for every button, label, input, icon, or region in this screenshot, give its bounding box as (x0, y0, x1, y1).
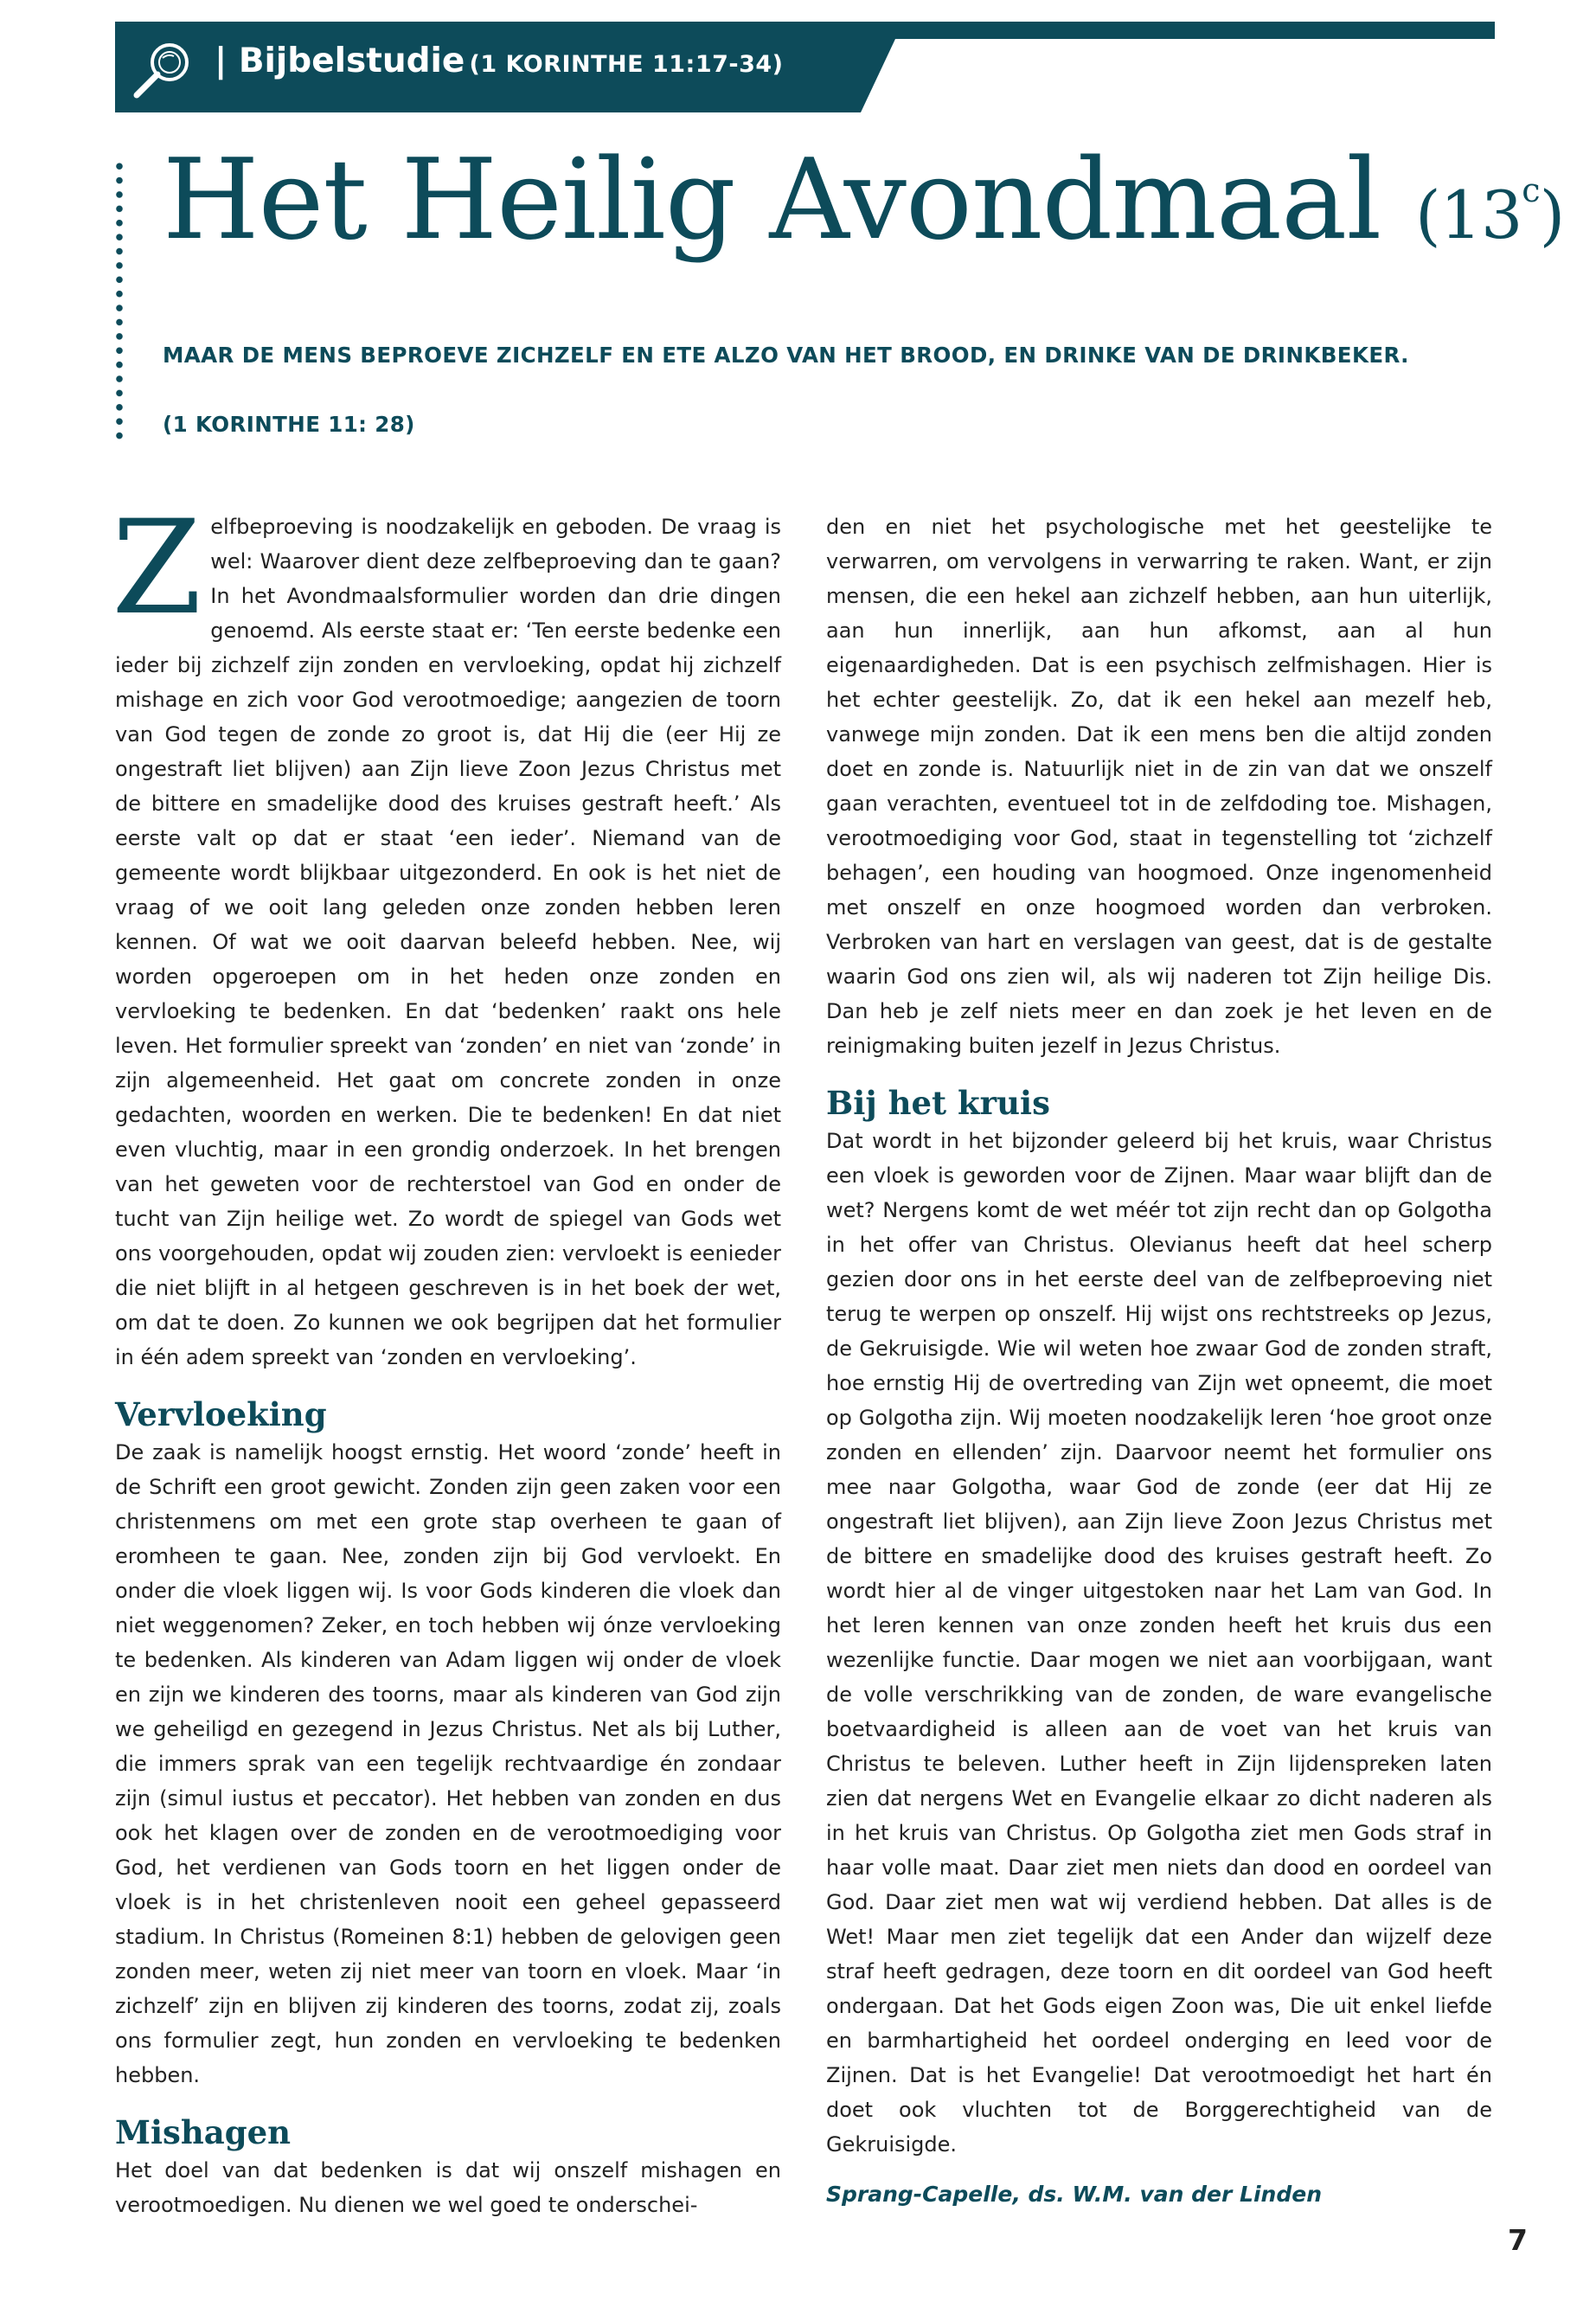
subheading-bij-het-kruis: Bij het kruis (826, 1084, 1050, 1122)
drop-cap: Z (112, 493, 202, 644)
header-title (215, 42, 784, 80)
magnifier-icon (128, 35, 197, 104)
bible-quote-reference: (1 KORINTHE 11: 28) (163, 412, 415, 437)
title-open: (13 (1414, 176, 1522, 253)
title-superscript: c (1522, 171, 1540, 209)
author-signature: Sprang-Capelle, ds. W.M. van der Linden (826, 2182, 1322, 2207)
section-mishagen-text-continued: den en niet het psychologische met het geestelijke te verwarren, om vervolgens in verwarring te raken. Want, er zijn mensen, die een hekel aan zichzelf hebben, aan hun uiterlijk, aan hun innerlijk, aan hun afkomst, aan al hun eigenaardigheden. Dat is een psychisch zelfmishagen. Hier is het echter geestelijk. Zo, dat ik een hekel aan mezelf heb, vanwege mijn zonden. Dat ik een mens ben die altijd zonden doet en zonde is. Natuurlijk niet in de zin van dat we onszelf gaan verachten, eventueel tot in de zelfdoding toe. Mishagen, verootmoediging voor God, staat in tegenstelling tot ‘zichzelf behagen’, een houding van hoogmoed. Onze ingenomenheid met onszelf en onze hoogmoed worden dan verbroken. Verbroken van hart en verslagen van geest, dat is de gestalte waarin God ons zien wil, als wij naderen tot Zijn heilige Dis. Dan heb je zelf niets meer en dan zoek je het leven en de reinigmaking buiten jezelf in Jezus Christus. (826, 515, 1492, 1058)
dotted-rule (115, 159, 124, 441)
section-vervloeking-text: De zaak is namelijk hoogst ernstig. Het woord ‘zonde’ heeft in de Schrift een groot gewicht. Zonden zijn geen zaken voor een christenmens om met een grote stap overheen te gaan of eromheen te gaan. Nee, zonden zijn bij God vervloekt. En onder die vloek liggen wij. Is voor Gods kinderen die vloek dan niet weggenomen? Zeker, en toch hebben wij ónze vervloeking te bedenken. Als kinderen van Adam liggen wij onder de vloek en zijn we kinderen des toorns, maar als kinderen van God zijn we geheiligd en gezegend in Jezus Christus. Net als bij Luther, die immers sprak van een tegelijk rechtvaardige én zondaar zijn (simul iustus et peccator). Het hebben van zonden en dus ook het klagen over de zonden en de verootmoediging voor God, het verdienen van Gods toorn en het liggen onder de vloek is in het christenleven nooit een geheel gepasseerd stadium. In Christus (Romeinen 8:1) hebben de gelovigen geen zonden meer, weten zij niet meer van toorn en vloek. Maar ‘in zichzelf’ zijn en blijven zij kinderen des toorns, zodat zij, zoals ons formulier zegt, hun zonden en vervloeking te bedenken hebben. (115, 1440, 781, 2087)
title-close: ) (1539, 176, 1565, 253)
section-bij-het-kruis-text: Dat wordt in het bijzonder geleerd bij het kruis, waar Christus een vloek is geworden voor de Zijnen. Maar waar blijft dan de wet? Nergens komt de wet méér tot zijn recht dan op Golgotha in het offer van Christus. Olevianus heeft dat heel scherp gezien door ons in het eerste deel van de zelfbeproeving niet terug te werpen op onszelf. Hij wijst ons rechtstreeks op Jezus, de Gekruisigde. Wie wil weten hoe zwaar God de zonden straft, hoe ernstig Hij de overtreding van Zijn wet opneemt, die moet op Golgotha zijn. Wij moeten noodzakelijk leren ‘hoe groot onze zonden en ellenden’ zijn. Daarvoor neemt het formulier ons mee naar Golgotha, waar God de zonde (eer dat Hij ze ongestraft liet blijven), aan Zijn lieve Zoon Jezus Christus met de bittere en smadelijke dood des kruises gestraft heeft. Zo wordt hier al de vinger uitgestoken naar het Lam van God. In het leren kennen van onze zonden heeft het kruis dus een wezenlijke functie. Daar mogen we niet aan voorbijgaan, want de volle verschrikking van de zonden, de ware evangelische boetvaardigheid is alleen aan de voet van het kruis van Christus te beleven. Luther heeft in Zijn lijdenspreken laten zien dat nergens Wet en Evangelie elkaar zo dicht naderen als in het kruis van Christus. Op Golgotha ziet men Gods straf in haar volle maat. Daar ziet men niets dan dood en oordeel van God. Daar ziet men wat wij verdiend hebben. Dat alles is de Wet! Maar men ziet tegelijk dat een Ander dan wijzelf deze straf heeft gedragen, deze toorn en dit oordeel van God heeft ondergaan. Dat het Gods eigen Zoon was, Die uit enkel liefde en barmhartigheid het oordeel onderging en leed voor de Zijnen. Dat is het Evangelie! Dat verootmoedigt het hart én doet ook vluchten tot de Borggerechtigheid van de Gekruisigde. (826, 1129, 1492, 2157)
title-number (1414, 171, 1565, 253)
bible-quote: MAAR DE MENS BEPROEVE ZICHZELF EN ETE ALZO VAN HET BROOD, EN DRINKE VAN DE DRINKBEKER. (163, 343, 1409, 368)
header-section: | Bijbelstudie (215, 42, 465, 80)
title-main: Het Heilig Avondmaal (163, 136, 1381, 265)
subheading-vervloeking: Vervloeking (115, 1395, 327, 1433)
intro-text: elfbeproeving is noodzakelijk en geboden. De vraag is wel: Waarover dient deze zelfbeproeving dan te gaan? In het Avondmaalsformulier worden dan drie dingen genoemd. Als eerste staat er: ‘Ten eerste bedenke een ieder bij zichzelf zijn zonden en vervloeking, opdat hij zichzelf mishage en zich voor God verootmoedige; aangezien de toorn van God tegen de zonde zo groot is, dat Hij die (eer Hij ze ongestraft liet blijven) aan Zijn lieve Zoon Jezus Christus met de bittere en smadelijke dood des kruises gestraft heeft.’ Als eerste valt op dat er staat ‘een ieder’. Niemand van de gemeente wordt blijkbaar uitgezonderd. En ook is het niet de vraag of we ooit lang geleden onze zonden hebben leren kennen. Of wat we ooit daarvan beleefd hebben. Nee, wij worden opgeroepen om in het heden onze zonden en vervloeking te bedenken. En dat ‘bedenken’ raakt ons hele leven. Het formulier spreekt van ‘zonden’ en niet van ‘zonde’ in zijn algemeenheid. Het gaat om concrete zonden in onze gedachten, woorden en werken. Die te bedenken! En dat niet even vluchtig, maar in een grondig onderzoek. In het brengen van het geweten voor de rechterstoel van God en onder de tucht van Zijn heilige wet. Zo wordt de spiegel van Gods wet ons voorgehouden, opdat wij zouden zien: vervloekt is eenieder die niet blijft in al hetgeen geschreven is in het boek der wet, om dat te doen. Zo kunnen we ook begrijpen dat het formulier in één adem spreekt van ‘zonden en vervloeking’. (115, 515, 781, 1369)
header-notch (861, 39, 895, 112)
section-mishagen-text-start: Het doel van dat bedenken is dat wij onszelf mishagen en verootmoedigen. Nu dienen we wel goed te onderschei- (115, 2158, 781, 2217)
header-reference: (1 KORINTHE 11:17-34) (469, 51, 784, 78)
article-column-left (112, 493, 781, 2222)
subheading-mishagen: Mishagen (115, 2113, 292, 2151)
page-title (163, 136, 1565, 265)
intro-paragraph (112, 493, 781, 1375)
article-column-right (826, 510, 1492, 2212)
page-number: 7 (1508, 2223, 1528, 2257)
